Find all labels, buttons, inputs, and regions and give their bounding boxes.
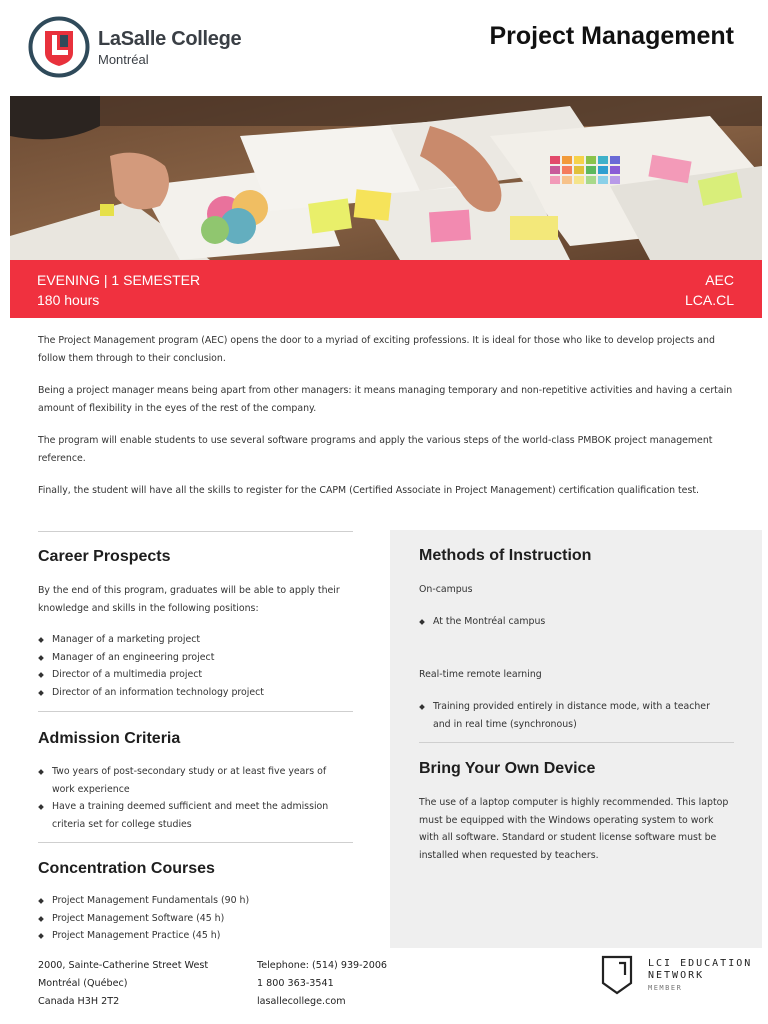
list-item: At the Montréal campus <box>419 613 734 631</box>
byod-text: The use of a laptop computer is highly recommended. This laptop must be equipped with the Windows operating system to work with all software. Standard or student license software must be installed when requested by teachers. <box>419 797 729 861</box>
courses-list <box>38 892 353 945</box>
intro-paragraph: The Project Management program (AEC) opens the door to a myriad of exciting professions. It is ideal for those who like to develop projects and follow them through to their conclusion. <box>38 335 715 364</box>
divider <box>419 742 734 743</box>
brand-name: LaSalle College <box>98 28 242 50</box>
program-banner <box>10 260 762 318</box>
lci-line: NETWORK <box>648 970 705 981</box>
list-item: Director of a multimedia project <box>38 666 353 684</box>
intro-paragraph: The program will enable students to use several software programs and apply the various steps of the world-class PMBOK project management reference. <box>38 435 713 464</box>
program-hours: 180 hours <box>37 292 100 308</box>
list-item: Director of an information technology project <box>38 684 353 702</box>
list-item: Project Management Practice (45 h) <box>38 927 353 945</box>
career-list <box>38 631 353 701</box>
brand-city: Montréal <box>98 52 149 67</box>
list-item: Manager of an engineering project <box>38 649 353 667</box>
toll-free[interactable]: 1 800 363-3541 <box>257 978 334 989</box>
remote-label: Real-time remote learning <box>419 669 542 680</box>
lasalle-logo <box>28 16 90 78</box>
list-item: Manager of a marketing project <box>38 631 353 649</box>
intro-text <box>38 332 734 515</box>
divider <box>38 531 353 532</box>
admission-list <box>38 763 343 833</box>
lci-line: LCI EDUCATION <box>648 958 753 969</box>
lci-network <box>648 958 752 994</box>
schedule: EVENING | 1 SEMESTER <box>37 272 201 288</box>
lci-logo-icon <box>601 955 633 995</box>
website-link[interactable]: lasallecollege.com <box>257 996 346 1007</box>
intro-paragraph: Finally, the student will have all the skills to register for the CAPM (Certified Associate in Project Management) certification qualification test. <box>38 485 699 496</box>
divider <box>38 842 353 843</box>
address-line: 2000, Sainte-Catherine Street West <box>38 960 209 971</box>
list-item: Training provided entirely in distance mode, with a teacher and in real time (synchronous) <box>419 698 724 733</box>
career-text: By the end of this program, graduates will be able to apply their knowledge and skills in the following positions: <box>38 585 340 614</box>
methods-heading: Methods of Instruction <box>419 547 592 564</box>
courses-heading: Concentration Courses <box>38 860 215 877</box>
oncampus-label: On-campus <box>419 584 473 595</box>
byod-heading: Bring Your Own Device <box>419 760 596 777</box>
hero-image <box>10 96 762 260</box>
address-line: Canada H3H 2T2 <box>38 996 120 1007</box>
admission-heading: Admission Criteria <box>38 730 181 747</box>
footer-address <box>38 957 208 1011</box>
list-item: Two years of post-secondary study or at least five years of work experience <box>38 763 343 798</box>
program-code: LCA.CL <box>684 292 734 308</box>
address-line: Montréal (Québec) <box>38 978 128 989</box>
oncampus-list <box>419 613 734 631</box>
brand <box>98 28 241 67</box>
divider <box>38 711 353 712</box>
lci-member: MEMBER <box>648 984 683 992</box>
intro-paragraph: Being a project manager means being apart from other managers: it means managing temporary and non-repetitive activities and having a certain amount of flexibility in the eyes of the rest of the company. <box>38 385 733 414</box>
credential: AEC <box>705 272 734 288</box>
footer-contact <box>257 957 387 1011</box>
remote-list <box>419 698 724 733</box>
page-title: Project Management <box>489 22 734 50</box>
list-item: Have a training deemed sufficient and meet the admission criteria set for college studies <box>38 798 343 833</box>
list-item: Project Management Fundamentals (90 h) <box>38 892 353 910</box>
list-item: Project Management Software (45 h) <box>38 910 353 928</box>
phone[interactable]: Telephone: (514) 939-2006 <box>257 960 388 971</box>
career-heading: Career Prospects <box>38 548 171 565</box>
